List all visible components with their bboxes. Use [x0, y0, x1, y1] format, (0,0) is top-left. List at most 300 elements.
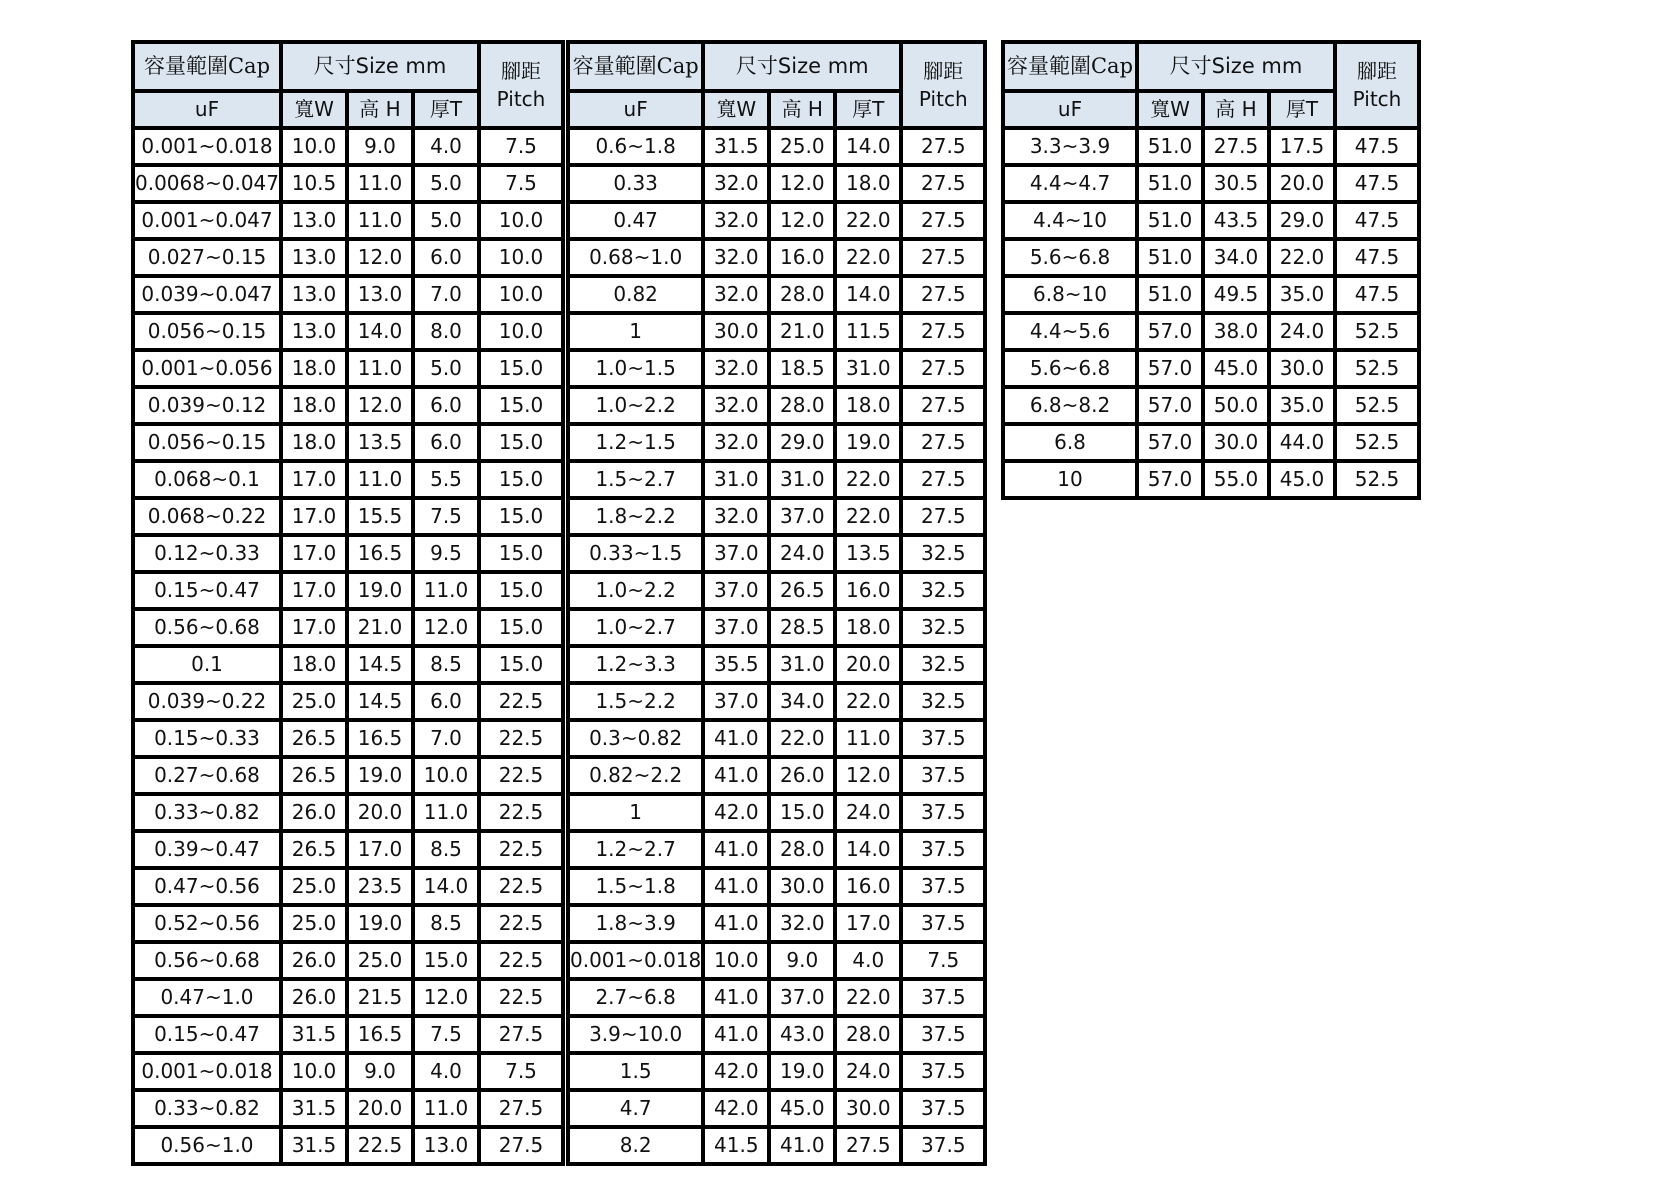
cell-height: 12.0 [349, 389, 411, 422]
cell-thickness: 13.0 [415, 1129, 477, 1162]
table-row [135, 833, 561, 866]
cell-cap: 1.0~2.7 [570, 611, 701, 644]
cell-height: 9.0 [771, 944, 833, 977]
table-row [1005, 315, 1417, 348]
cell-width: 42.0 [705, 1092, 767, 1125]
cell-thickness: 18.0 [837, 389, 899, 422]
cell-height: 37.0 [771, 981, 833, 1014]
cell-cap: 1.5~2.7 [570, 463, 701, 496]
cell-thickness: 35.0 [1271, 389, 1333, 422]
cell-height: 41.0 [771, 1129, 833, 1162]
cell-pitch: 37.5 [903, 981, 983, 1014]
table-row [135, 648, 561, 681]
cell-cap: 1 [570, 796, 701, 829]
cell-thickness: 18.0 [837, 611, 899, 644]
cell-pitch: 27.5 [481, 1092, 561, 1125]
cell-width: 26.0 [283, 981, 345, 1014]
cell-cap: 8.2 [570, 1129, 701, 1162]
cell-height: 50.0 [1205, 389, 1267, 422]
header-pitch-cn: 腳距 [923, 59, 964, 83]
header-size: 尺寸Size mm [1139, 44, 1333, 89]
cell-cap: 1.5~2.2 [570, 685, 701, 718]
cell-cap: 0.039~0.12 [135, 389, 279, 422]
cell-height: 28.0 [771, 278, 833, 311]
cell-cap: 0.068~0.1 [135, 463, 279, 496]
cell-cap: 0.001~0.018 [570, 944, 701, 977]
cell-pitch: 15.0 [481, 611, 561, 644]
cell-thickness: 8.5 [415, 907, 477, 940]
cell-width: 32.0 [705, 389, 767, 422]
table-row [1005, 167, 1417, 200]
cell-cap: 1.2~2.7 [570, 833, 701, 866]
table-row [570, 315, 983, 348]
cell-height: 13.5 [349, 426, 411, 459]
cell-cap: 0.001~0.018 [135, 130, 279, 163]
cell-height: 28.0 [771, 389, 833, 422]
table-row [570, 648, 983, 681]
cell-cap: 0.33~1.5 [570, 537, 701, 570]
cell-height: 30.0 [771, 870, 833, 903]
table-row [570, 1092, 983, 1125]
cell-width: 57.0 [1139, 315, 1201, 348]
cell-pitch: 7.5 [481, 167, 561, 200]
cell-width: 18.0 [283, 389, 345, 422]
cell-height: 20.0 [349, 1092, 411, 1125]
cell-width: 41.5 [705, 1129, 767, 1162]
cell-width: 13.0 [283, 241, 345, 274]
cell-thickness: 20.0 [837, 648, 899, 681]
cell-thickness: 7.5 [415, 1018, 477, 1051]
cell-thickness: 14.0 [837, 130, 899, 163]
cell-cap: 0.056~0.15 [135, 426, 279, 459]
cell-width: 31.5 [283, 1092, 345, 1125]
cell-pitch: 27.5 [903, 500, 983, 533]
table-row [1005, 130, 1417, 163]
table-row [135, 1129, 561, 1162]
cell-thickness: 11.5 [837, 315, 899, 348]
cell-height: 23.5 [349, 870, 411, 903]
cell-thickness: 28.0 [837, 1018, 899, 1051]
cell-cap: 6.8~8.2 [1005, 389, 1135, 422]
cell-pitch: 32.5 [903, 537, 983, 570]
cell-cap: 0.27~0.68 [135, 759, 279, 792]
cell-cap: 0.68~1.0 [570, 241, 701, 274]
cell-thickness: 14.0 [415, 870, 477, 903]
cell-thickness: 7.5 [415, 500, 477, 533]
header-thickness: 厚T [837, 93, 899, 126]
cell-width: 32.0 [705, 352, 767, 385]
cell-height: 17.0 [349, 833, 411, 866]
table-row [570, 500, 983, 533]
table-row [1005, 426, 1417, 459]
cell-width: 57.0 [1139, 426, 1201, 459]
cell-height: 22.5 [349, 1129, 411, 1162]
table-row [570, 463, 983, 496]
cell-thickness: 14.0 [837, 278, 899, 311]
cell-thickness: 31.0 [837, 352, 899, 385]
table-row [570, 204, 983, 237]
cell-height: 28.0 [771, 833, 833, 866]
cell-height: 19.0 [771, 1055, 833, 1088]
cell-cap: 1.5 [570, 1055, 701, 1088]
header-height: 高 H [349, 93, 411, 126]
cell-cap: 0.001~0.047 [135, 204, 279, 237]
cell-thickness: 35.0 [1271, 278, 1333, 311]
cell-height: 29.0 [771, 426, 833, 459]
table-row [135, 315, 561, 348]
cell-height: 45.0 [771, 1092, 833, 1125]
cell-thickness: 11.0 [415, 1092, 477, 1125]
cell-pitch: 22.5 [481, 722, 561, 755]
cell-cap: 5.6~6.8 [1005, 241, 1135, 274]
cell-thickness: 12.0 [837, 759, 899, 792]
cell-thickness: 24.0 [837, 1055, 899, 1088]
cell-cap: 0.001~0.018 [135, 1055, 279, 1088]
cell-thickness: 6.0 [415, 426, 477, 459]
table-row [135, 944, 561, 977]
header-unit: uF [1005, 93, 1135, 126]
cell-height: 26.5 [771, 574, 833, 607]
capacitor-size-table [1001, 40, 1421, 500]
table-row [135, 611, 561, 644]
cell-width: 32.0 [705, 500, 767, 533]
table-row [135, 759, 561, 792]
cell-pitch: 52.5 [1337, 389, 1417, 422]
cell-height: 12.0 [771, 167, 833, 200]
cell-cap: 4.4~10 [1005, 204, 1135, 237]
cell-thickness: 19.0 [837, 426, 899, 459]
cell-cap: 0.47~0.56 [135, 870, 279, 903]
table-row [570, 981, 983, 1014]
cell-cap: 1.2~3.3 [570, 648, 701, 681]
table-row [570, 796, 983, 829]
cell-thickness: 13.5 [837, 537, 899, 570]
cell-pitch: 15.0 [481, 352, 561, 385]
cell-height: 55.0 [1205, 463, 1267, 496]
table-row [135, 241, 561, 274]
cell-height: 9.0 [349, 130, 411, 163]
table-1-container [131, 40, 565, 1166]
cell-height: 16.0 [771, 241, 833, 274]
header-pitch [1337, 44, 1417, 126]
table-row [570, 870, 983, 903]
cell-height: 32.0 [771, 907, 833, 940]
cell-thickness: 5.0 [415, 352, 477, 385]
cell-pitch: 37.5 [903, 833, 983, 866]
table-row [570, 537, 983, 570]
cell-thickness: 12.0 [415, 981, 477, 1014]
cell-width: 32.0 [705, 426, 767, 459]
table-row [570, 907, 983, 940]
cell-pitch: 22.5 [481, 907, 561, 940]
cell-width: 41.0 [705, 907, 767, 940]
cell-cap: 0.56~0.68 [135, 611, 279, 644]
cell-width: 51.0 [1139, 204, 1201, 237]
cell-cap: 0.82~2.2 [570, 759, 701, 792]
cell-pitch: 22.5 [481, 981, 561, 1014]
cell-height: 26.0 [771, 759, 833, 792]
cell-cap: 0.15~0.33 [135, 722, 279, 755]
cell-pitch: 37.5 [903, 1092, 983, 1125]
cell-thickness: 20.0 [1271, 167, 1333, 200]
cell-height: 9.0 [349, 1055, 411, 1088]
table-row [570, 278, 983, 311]
cell-height: 34.0 [1205, 241, 1267, 274]
cell-pitch: 37.5 [903, 870, 983, 903]
cell-width: 41.0 [705, 759, 767, 792]
cell-height: 13.0 [349, 278, 411, 311]
cell-pitch: 27.5 [903, 130, 983, 163]
header-width: 寬W [283, 93, 345, 126]
cell-pitch: 52.5 [1337, 463, 1417, 496]
cell-height: 34.0 [771, 685, 833, 718]
cell-width: 32.0 [705, 204, 767, 237]
cell-width: 17.0 [283, 574, 345, 607]
table-row [570, 722, 983, 755]
table-row [135, 463, 561, 496]
header-width: 寬W [1139, 93, 1201, 126]
cell-cap: 0.39~0.47 [135, 833, 279, 866]
table-row [570, 833, 983, 866]
cell-pitch: 27.5 [903, 241, 983, 274]
cell-thickness: 22.0 [837, 500, 899, 533]
table-2-container [566, 40, 987, 1166]
cell-thickness: 4.0 [415, 130, 477, 163]
cell-thickness: 7.0 [415, 722, 477, 755]
cell-height: 43.5 [1205, 204, 1267, 237]
cell-thickness: 11.0 [837, 722, 899, 755]
cell-pitch: 10.0 [481, 278, 561, 311]
cell-width: 26.5 [283, 833, 345, 866]
cell-thickness: 16.0 [837, 574, 899, 607]
header-width: 寬W [705, 93, 767, 126]
cell-pitch: 37.5 [903, 1055, 983, 1088]
cell-height: 30.5 [1205, 167, 1267, 200]
cell-pitch: 32.5 [903, 685, 983, 718]
cell-cap: 0.33 [570, 167, 701, 200]
cell-width: 32.0 [705, 278, 767, 311]
cell-width: 26.0 [283, 796, 345, 829]
table-row [1005, 389, 1417, 422]
cell-cap: 0.56~1.0 [135, 1129, 279, 1162]
cell-pitch: 15.0 [481, 389, 561, 422]
cell-pitch: 10.0 [481, 204, 561, 237]
cell-height: 27.5 [1205, 130, 1267, 163]
cell-thickness: 11.0 [415, 796, 477, 829]
table-row [135, 352, 561, 385]
cell-height: 38.0 [1205, 315, 1267, 348]
cell-width: 57.0 [1139, 352, 1201, 385]
table-row [135, 574, 561, 607]
cell-pitch: 27.5 [903, 426, 983, 459]
cell-width: 51.0 [1139, 167, 1201, 200]
cell-width: 31.5 [283, 1129, 345, 1162]
cell-pitch: 27.5 [481, 1018, 561, 1051]
table-row [135, 981, 561, 1014]
header-size: 尺寸Size mm [283, 44, 477, 89]
header-cap: 容量範圍Cap [1005, 44, 1135, 89]
cell-pitch: 15.0 [481, 500, 561, 533]
cell-thickness: 6.0 [415, 389, 477, 422]
cell-height: 31.0 [771, 463, 833, 496]
cell-height: 14.0 [349, 315, 411, 348]
cell-pitch: 22.5 [481, 944, 561, 977]
cell-height: 14.5 [349, 648, 411, 681]
cell-height: 12.0 [771, 204, 833, 237]
cell-width: 26.0 [283, 944, 345, 977]
cell-width: 18.0 [283, 426, 345, 459]
cell-width: 35.5 [705, 648, 767, 681]
cell-height: 30.0 [1205, 426, 1267, 459]
cell-height: 19.0 [349, 907, 411, 940]
cell-cap: 5.6~6.8 [1005, 352, 1135, 385]
cell-cap: 1.8~3.9 [570, 907, 701, 940]
cell-width: 31.0 [705, 463, 767, 496]
table-row [135, 389, 561, 422]
cell-pitch: 27.5 [481, 1129, 561, 1162]
header-pitch-en: Pitch [496, 87, 546, 111]
cell-width: 18.0 [283, 648, 345, 681]
cell-thickness: 45.0 [1271, 463, 1333, 496]
cell-width: 32.0 [705, 167, 767, 200]
table-row [570, 389, 983, 422]
cell-height: 16.5 [349, 1018, 411, 1051]
cell-width: 41.0 [705, 870, 767, 903]
cell-height: 37.0 [771, 500, 833, 533]
table-row [1005, 463, 1417, 496]
cell-width: 10.0 [283, 1055, 345, 1088]
cell-thickness: 24.0 [837, 796, 899, 829]
cell-cap: 1.0~2.2 [570, 574, 701, 607]
table-row [135, 685, 561, 718]
cell-height: 11.0 [349, 167, 411, 200]
cell-height: 24.0 [771, 537, 833, 570]
table-row [570, 1018, 983, 1051]
cell-pitch: 15.0 [481, 537, 561, 570]
cell-cap: 0.027~0.15 [135, 241, 279, 274]
cell-height: 11.0 [349, 204, 411, 237]
cell-pitch: 22.5 [481, 833, 561, 866]
cell-thickness: 5.0 [415, 204, 477, 237]
cell-width: 25.0 [283, 907, 345, 940]
cell-width: 10.0 [705, 944, 767, 977]
table-row [570, 426, 983, 459]
table-row [135, 1055, 561, 1088]
cell-width: 13.0 [283, 204, 345, 237]
cell-thickness: 22.0 [837, 981, 899, 1014]
cell-width: 31.5 [705, 130, 767, 163]
cell-pitch: 32.5 [903, 611, 983, 644]
header-pitch-en: Pitch [918, 87, 968, 111]
capacitor-size-table [131, 40, 565, 1166]
cell-pitch: 10.0 [481, 241, 561, 274]
cell-width: 41.0 [705, 722, 767, 755]
cell-width: 30.0 [705, 315, 767, 348]
cell-cap: 1.0~2.2 [570, 389, 701, 422]
header-pitch-cn: 腳距 [1357, 59, 1397, 83]
cell-pitch: 7.5 [481, 1055, 561, 1088]
table-row [570, 685, 983, 718]
table-row [570, 1055, 983, 1088]
cell-thickness: 6.0 [415, 685, 477, 718]
cell-cap: 1 [570, 315, 701, 348]
table-row [570, 1129, 983, 1162]
cell-width: 37.0 [705, 537, 767, 570]
cell-cap: 10 [1005, 463, 1135, 496]
table-row [570, 574, 983, 607]
cell-pitch: 37.5 [903, 907, 983, 940]
cell-thickness: 14.0 [837, 833, 899, 866]
cell-height: 16.5 [349, 537, 411, 570]
cell-thickness: 8.5 [415, 833, 477, 866]
cell-pitch: 27.5 [903, 278, 983, 311]
cell-width: 51.0 [1139, 130, 1201, 163]
cell-pitch: 27.5 [903, 389, 983, 422]
cell-height: 15.5 [349, 500, 411, 533]
header-pitch [481, 44, 561, 126]
cell-width: 25.0 [283, 870, 345, 903]
cell-pitch: 52.5 [1337, 426, 1417, 459]
cell-cap: 0.1 [135, 648, 279, 681]
table-row [135, 907, 561, 940]
cell-pitch: 37.5 [903, 796, 983, 829]
cell-thickness: 16.0 [837, 870, 899, 903]
cell-cap: 1.8~2.2 [570, 500, 701, 533]
cell-thickness: 18.0 [837, 167, 899, 200]
cell-pitch: 32.5 [903, 574, 983, 607]
cell-cap: 1.5~1.8 [570, 870, 701, 903]
cell-height: 45.0 [1205, 352, 1267, 385]
table-row [135, 796, 561, 829]
cell-width: 41.0 [705, 981, 767, 1014]
cell-thickness: 11.0 [415, 574, 477, 607]
table-row [1005, 241, 1417, 274]
cell-height: 21.0 [349, 611, 411, 644]
table-row [570, 167, 983, 200]
table-row [135, 537, 561, 570]
cell-pitch: 15.0 [481, 648, 561, 681]
cell-width: 42.0 [705, 796, 767, 829]
cell-height: 25.0 [771, 130, 833, 163]
cell-thickness: 22.0 [1271, 241, 1333, 274]
cell-pitch: 27.5 [903, 167, 983, 200]
header-thickness: 厚T [415, 93, 477, 126]
cell-thickness: 44.0 [1271, 426, 1333, 459]
cell-cap: 0.33~0.82 [135, 1092, 279, 1125]
table-row [135, 1018, 561, 1051]
cell-pitch: 47.5 [1337, 167, 1417, 200]
cell-width: 37.0 [705, 611, 767, 644]
cell-height: 19.0 [349, 759, 411, 792]
cell-thickness: 30.0 [1271, 352, 1333, 385]
cell-thickness: 9.5 [415, 537, 477, 570]
table-row [135, 130, 561, 163]
cell-height: 31.0 [771, 648, 833, 681]
header-unit: uF [570, 93, 701, 126]
cell-width: 13.0 [283, 315, 345, 348]
cell-height: 21.0 [771, 315, 833, 348]
cell-thickness: 30.0 [837, 1092, 899, 1125]
cell-width: 57.0 [1139, 389, 1201, 422]
cell-height: 11.0 [349, 463, 411, 496]
table-3-container [1001, 40, 1421, 500]
cell-pitch: 47.5 [1337, 204, 1417, 237]
cell-width: 10.0 [283, 130, 345, 163]
cell-pitch: 37.5 [903, 1129, 983, 1162]
cell-cap: 0.47~1.0 [135, 981, 279, 1014]
cell-cap: 4.4~4.7 [1005, 167, 1135, 200]
cell-height: 20.0 [349, 796, 411, 829]
